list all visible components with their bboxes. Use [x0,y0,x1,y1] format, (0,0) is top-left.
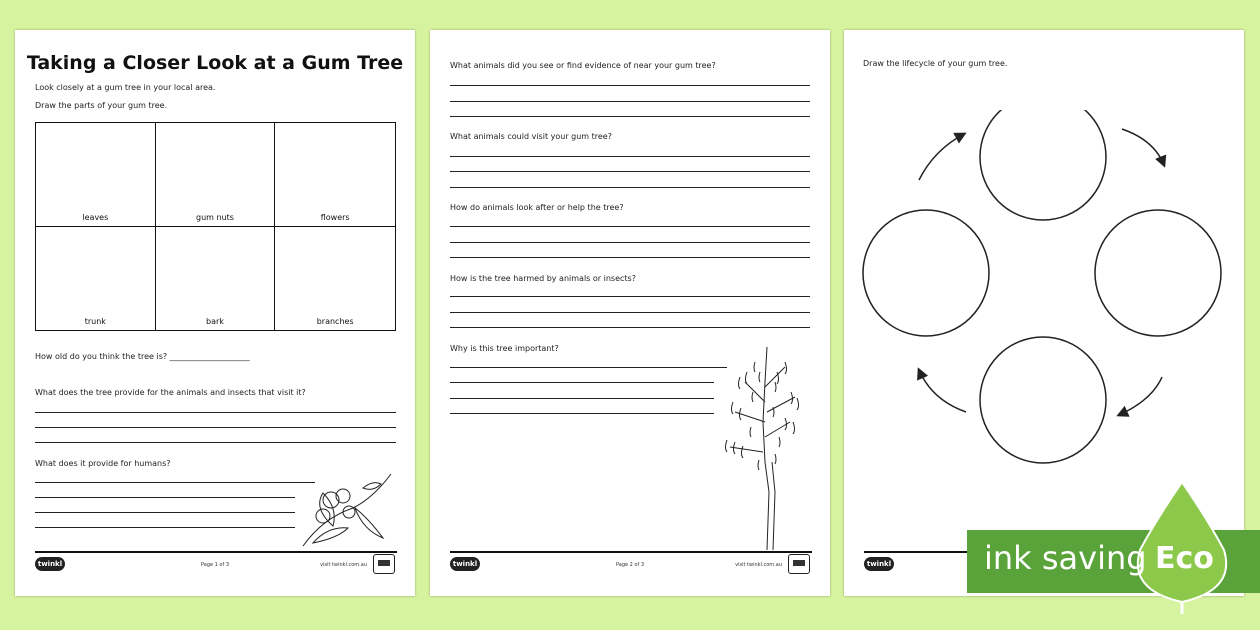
twinkl-logo: twinkl [35,557,65,571]
answer-line [35,497,295,498]
answer-line [450,382,714,383]
answer-line [450,171,810,172]
question-provide-animals: What does the tree provide for the animals and insects that visit it? [35,388,306,397]
worksheet-page-1 [15,30,415,596]
lifecycle-arrow [919,370,966,412]
quality-badge-icon [788,554,810,574]
answer-line [35,427,396,428]
answer-line [35,482,315,483]
page-number: Page 1 of 3 [200,562,230,568]
grid-label: gum nuts [196,212,234,222]
page-title: Taking a Closer Look at a Gum Tree [26,52,404,74]
answer-line [450,187,810,188]
page-number: Page 2 of 3 [615,562,645,568]
grid-cell-trunk [36,227,156,331]
answer-line [450,413,714,414]
answer-line [450,398,714,399]
footer-divider [35,551,397,553]
intro-text: Look closely at a gum tree in your local area. [35,83,216,92]
question-animals-help: How do animals look after or help the tree? [450,203,624,212]
grid-cell-gum-nuts [156,123,276,227]
question-tree-age: How old do you think the tree is? ____________________ [35,352,250,361]
answer-line [450,242,810,243]
answer-line [35,442,396,443]
grid-label: leaves [82,212,109,222]
answer-line [35,512,295,513]
twinkl-logo: twinkl [450,557,480,571]
answer-line [450,85,810,86]
grid-cell-branches [275,227,395,331]
question-provide-humans: What does it provide for humans? [35,459,171,468]
answer-line [35,412,396,413]
gum-tree-illustration [715,342,805,552]
answer-line [450,367,727,368]
question-animals-visit: What animals could visit your gum tree? [450,132,612,141]
grid-label: trunk [84,317,106,326]
ink-saving-text: ink saving [984,539,1147,577]
lifecycle-circle-bottom [980,337,1106,463]
answer-line [35,527,295,528]
lifecycle-arrow [919,134,964,180]
answer-line [450,226,810,227]
lifecycle-arrow [1119,377,1162,415]
twinkl-logo: twinkl [864,557,894,571]
site-url: visit twinkl.com.au [735,562,782,568]
eco-text: Eco [1155,541,1214,576]
grid-label: flowers [320,212,350,222]
grid-cell-bark [156,227,276,331]
footer-divider [450,551,812,553]
lifecycle-circle-right [1095,210,1221,336]
answer-line [450,296,810,297]
answer-line [450,312,810,313]
grid-cell-flowers [275,123,395,227]
question-tree-harmed: How is the tree harmed by animals or insects? [450,274,636,283]
question-animals-seen: What animals did you see or find evidence of near your gum tree? [450,61,716,70]
lifecycle-circle-top [980,110,1106,220]
grid-label: bark [206,317,224,326]
answer-line [450,116,810,117]
answer-line [450,327,810,328]
gum-nut-illustration [293,468,398,550]
lifecycle-instruction: Draw the lifecycle of your gum tree. [863,59,1008,68]
lifecycle-arrow [1122,129,1164,165]
site-url: visit twinkl.com.au [320,562,367,568]
grid-cell-leaves [36,123,156,227]
answer-line [450,156,810,157]
answer-line [450,257,810,258]
lifecycle-diagram [844,110,1244,490]
answer-line [450,101,810,102]
question-tree-important: Why is this tree important? [450,344,559,353]
worksheet-page-2 [430,30,830,596]
draw-instruction: Draw the parts of your gum tree. [35,101,168,110]
quality-badge-icon [373,554,395,574]
grid-label: branches [316,317,354,326]
lifecycle-circle-left [863,210,989,336]
tree-parts-grid [35,122,396,331]
